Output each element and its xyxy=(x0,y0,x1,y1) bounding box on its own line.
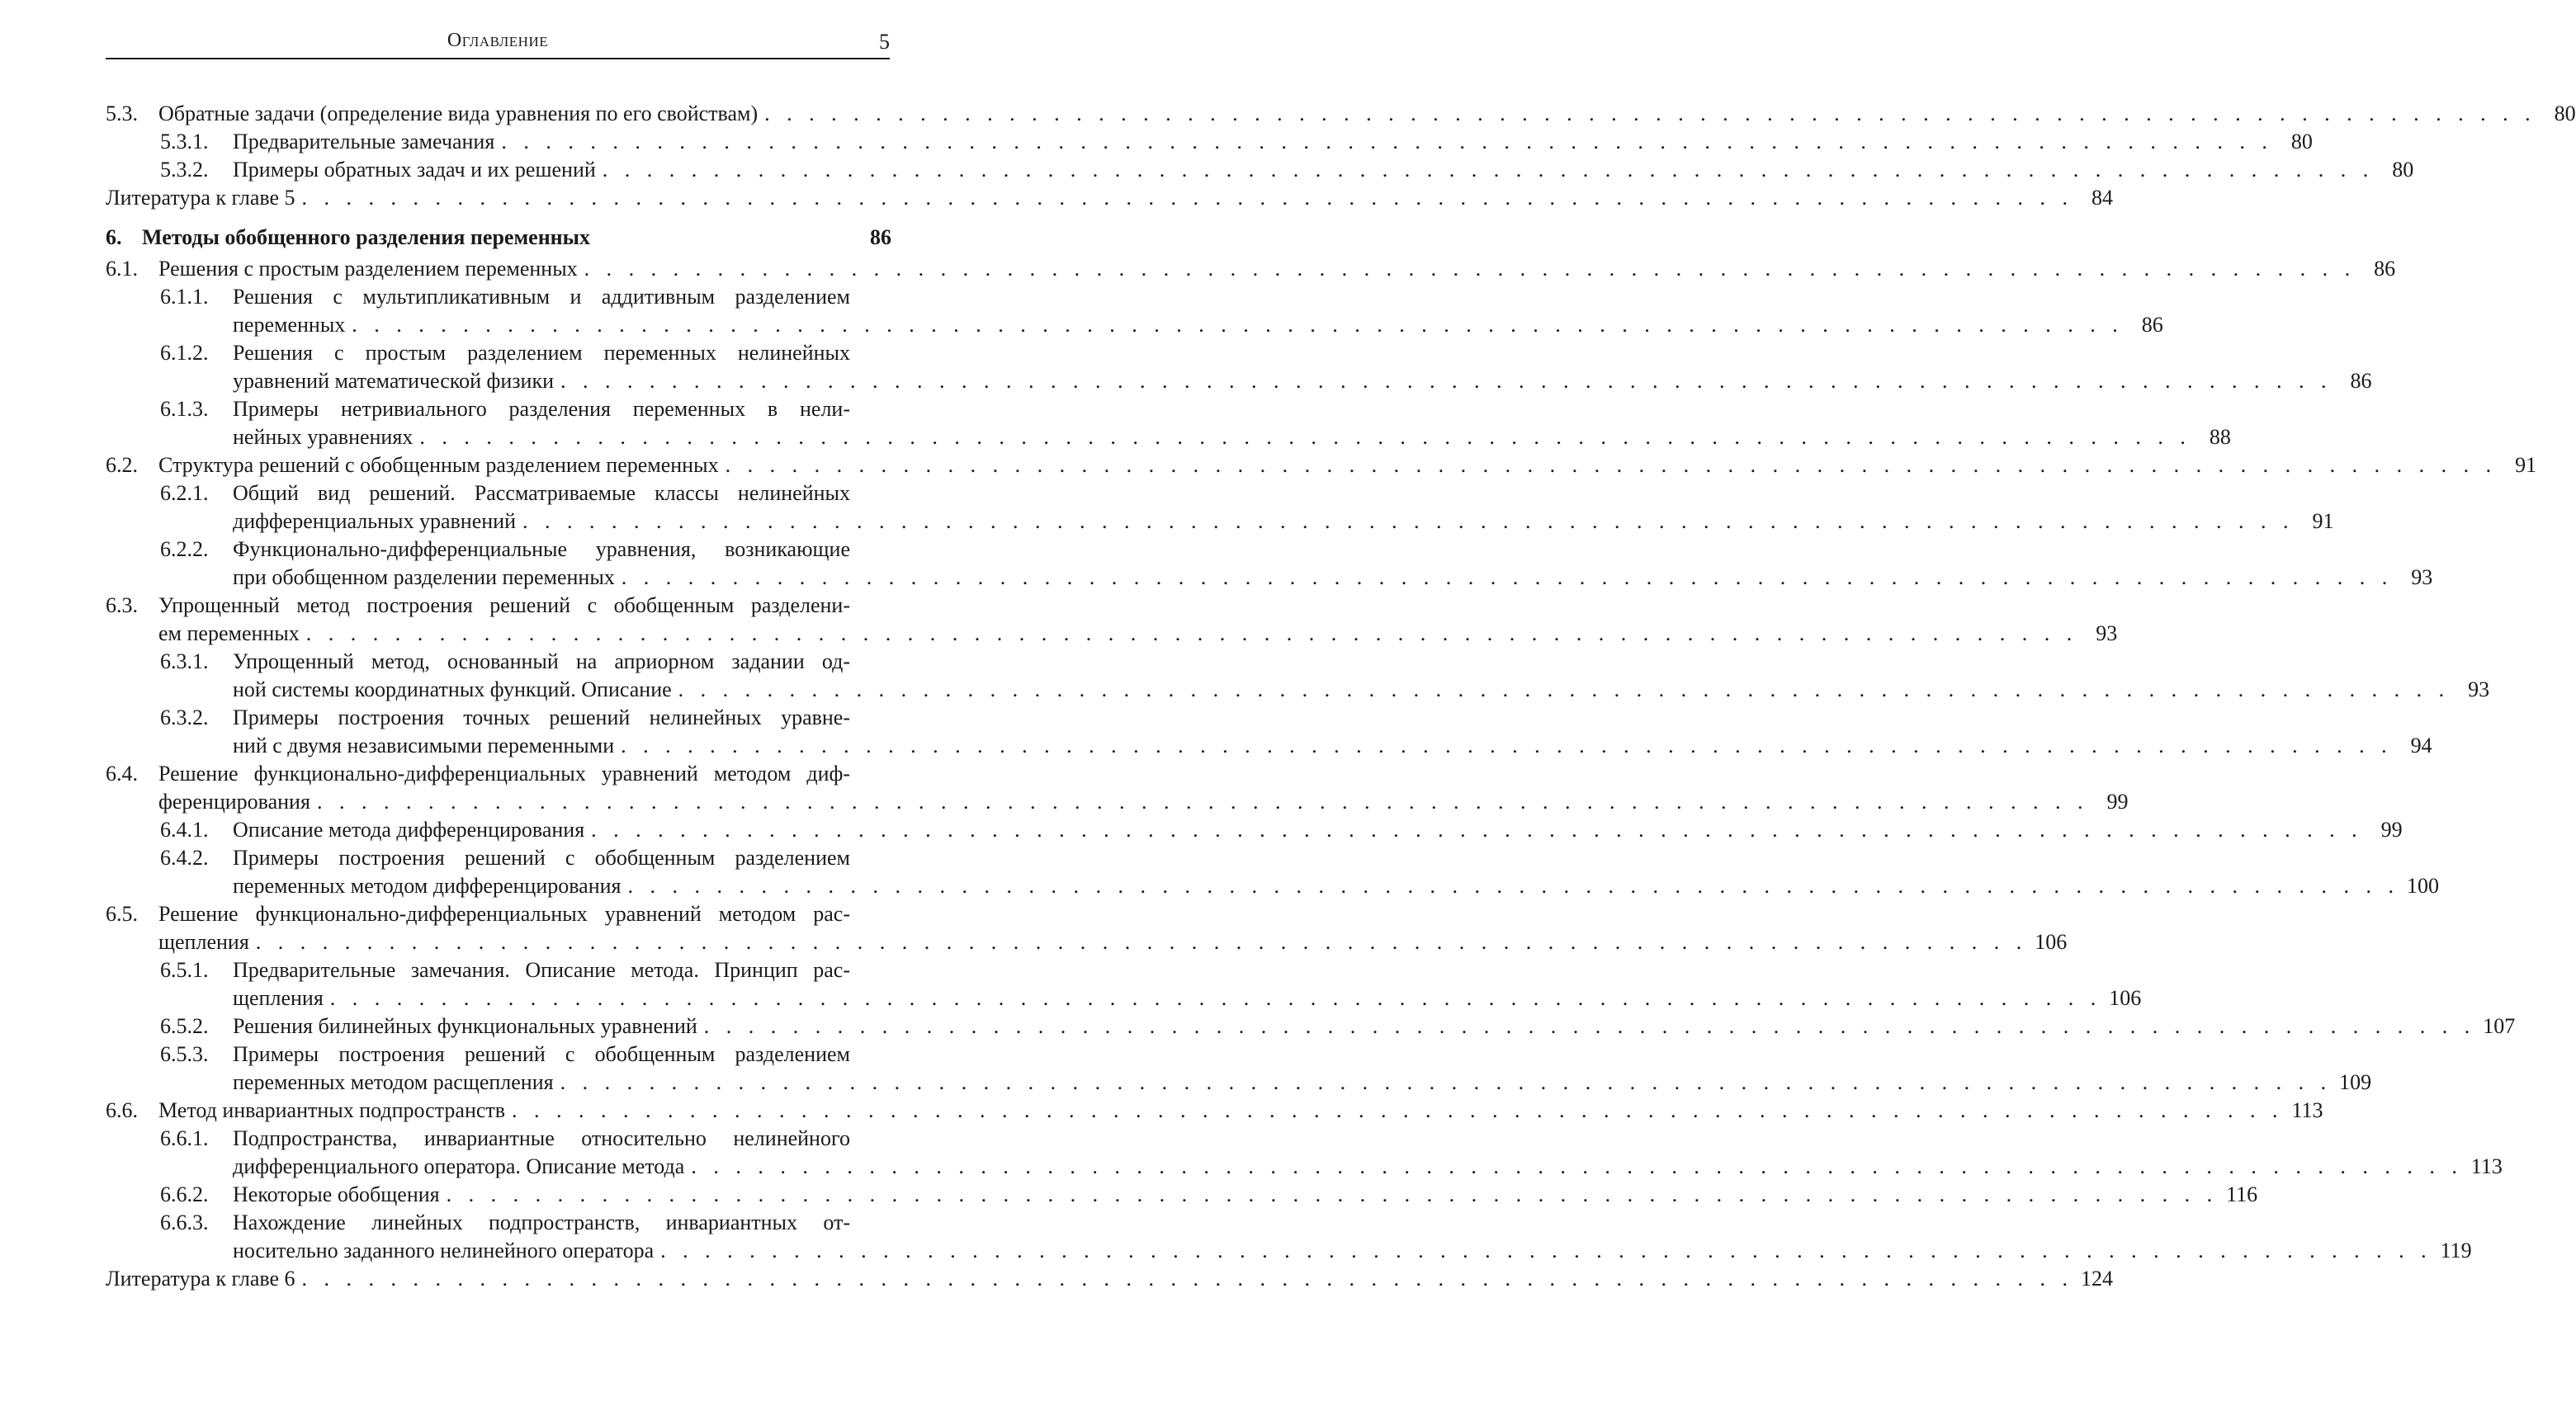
toc-entry[interactable] xyxy=(106,395,2231,451)
toc-entry-title-line: Литература к главе 6 xyxy=(106,1267,295,1291)
toc-entry-title-line: Структура решений с обобщенным разделением переменных xyxy=(158,453,719,477)
dot-leader: . . . . . . . . . . . . . . . . . . . . . . . . . . . . . . . . . . . . . . . . . . . . . . . . . . . . . . . . . . . . . . . . . . . . . . . . . . . . . . . . xyxy=(560,369,2333,393)
toc-entry-number: 6.1. xyxy=(106,257,138,281)
toc-entry[interactable] xyxy=(106,1265,2114,1293)
toc-entry[interactable] xyxy=(106,451,2537,479)
toc-entry[interactable] xyxy=(106,156,2414,184)
toc-entry[interactable] xyxy=(106,1181,2258,1209)
toc-entry-page: 91 xyxy=(2312,509,2334,533)
toc-entry-number: 6.2.2. xyxy=(160,537,209,561)
dot-leader: . . . . . . . . . . . . . . . . . . . . . . . . . . . . . . . . . . . . . . . . . . . . . . . . . . . . . . . . . . . . . . . . . . . . . . . . . . . . . . . . xyxy=(329,986,2102,1010)
toc-entry-number: 6.4.1. xyxy=(160,818,209,842)
toc-entry-page: 109 xyxy=(2339,1070,2372,1094)
toc-entry-title-line: Примеры нетривиального разделения переменных в нели- xyxy=(233,397,850,421)
toc-entry[interactable] xyxy=(106,816,2403,844)
toc-entry-number: 5.3. xyxy=(106,101,138,125)
toc-entry-title-line: Предварительные замечания. Описание метода. Принцип рас- xyxy=(233,958,850,982)
dot-leader: . . . . . . . . . . . . . . . . . . . . . . . . . . . . . . . . . . . . . . . . . . . . . . . . . . . . . . . . . . . . . . . . . . . . . . . . . . . . . . . . xyxy=(419,425,2191,449)
toc-entry-page: 107 xyxy=(2483,1014,2516,1038)
header-title: Оглавление xyxy=(447,30,549,51)
toc-entry-title-line: Примеры построения точных решений нелинейных уравне- xyxy=(233,706,850,729)
toc-entry-page: 86 xyxy=(2374,257,2396,281)
dot-leader: . . . . . . . . . . . . . . . . . . . . . . . . . . . . . . . . . . . . . . . . . . . . . . . . . . . . . . . . . . . . . . . . . . . . . . . . . . . . . . . . xyxy=(691,1154,2463,1178)
toc-entry[interactable] xyxy=(106,255,2396,283)
dot-leader: . . . . . . . . . . . . . . . . . . . . . . . . . . . . . . . . . . . . . . . . . . . . . . . . . . . . . . . . . . . . . . . . . . . . . . . . . . . . . . . . xyxy=(560,1070,2333,1094)
dot-leader: . . . . . . . . . . . . . . . . . . . . . . . . . . . . . . . . . . . . . . . . . . . . . . . . . . . . . . . . . . . . . . . . . . . . . . . . . . . . . . . . xyxy=(501,130,2273,153)
dot-leader: . . . . . . . . . . . . . . . . . . . . . . . . . . . . . . . . . . . . . . . . . . . . . . . . . . . . . . . . . . . . . . . . . . . . . . . . . . . . . . . . xyxy=(764,101,2536,125)
toc-entry-number: 6.3.2. xyxy=(160,706,209,729)
toc-entry[interactable] xyxy=(106,1125,2503,1181)
toc-entry[interactable] xyxy=(106,844,2440,900)
toc-entry-title-line: Подпространства, инвариантные относительно нелинейного xyxy=(233,1126,850,1150)
toc-entry-title-line: Упрощенный метод построения решений с обобщенным разделени- xyxy=(158,593,850,617)
toc-entry-page: 86 xyxy=(2141,313,2163,337)
toc-entry[interactable] xyxy=(106,339,2372,395)
toc-entry-page: 93 xyxy=(2411,565,2433,589)
toc-entry[interactable] xyxy=(106,479,2334,536)
toc-entry-title-line: щепления xyxy=(233,986,324,1010)
toc-entry-title-line: Решения с мультипликативным и аддитивным разделением xyxy=(233,285,850,309)
toc-entry-page: 86 xyxy=(2350,369,2372,393)
dot-leader: . . . . . . . . . . . . . . . . . . . . . . . . . . . . . . . . . . . . . . . . . . . . . . . . . . . . . . . . . . . . . . . . . . . . . . . . . . . . . . . . xyxy=(602,158,2375,182)
toc-entry[interactable] xyxy=(106,1012,2516,1041)
table-of-contents xyxy=(106,100,2576,1293)
toc-entry-title-line: Функционально-дифференциальные уравнения, возникающие xyxy=(233,537,850,561)
toc-entry[interactable] xyxy=(106,1097,2323,1125)
dot-leader: . . . . . . . . . . . . . . . . . . . . . . . . . . . . . . . . . . . . . . . . . . . . . . . . . . . . . . . . . . . . . . . . . . . . . . . . . . . . . . . . xyxy=(301,1267,2074,1291)
toc-entry-number: 6.3. xyxy=(106,593,138,617)
toc-entry-number: 6.2.1. xyxy=(160,481,209,505)
toc-entry-title-line: Решения с простым разделением переменных xyxy=(158,257,578,281)
toc-entry-number: 6. xyxy=(106,225,122,249)
running-header xyxy=(106,25,890,59)
toc-entry-title-line: нейных уравнениях xyxy=(233,425,414,449)
toc-entry-number: 6.5.2. xyxy=(160,1014,209,1038)
toc-entry-page: 94 xyxy=(2410,734,2432,757)
dot-leader: . . . . . . . . . . . . . . . . . . . . . . . . . . . . . . . . . . . . . . . . . . . . . . . . . . . . . . . . . . . . . . . . . . . . . . . . . . . . . . . . xyxy=(725,453,2498,477)
toc-entry-title-line: Решение функционально-дифференциальных уравнений методом диф- xyxy=(158,762,850,786)
toc-entry-title-line: Общий вид решений. Рассматриваемые классы нелинейных xyxy=(233,481,850,505)
toc-entry-page: 84 xyxy=(2092,186,2114,210)
toc-entry-title-line: переменных xyxy=(233,313,346,337)
toc-entry-number: 6.1.1. xyxy=(160,285,209,309)
toc-entry-number: 6.5. xyxy=(106,902,138,926)
toc-entry-title-line: дифференциальных уравнений xyxy=(233,509,517,533)
toc-entry[interactable] xyxy=(106,760,2129,816)
toc-entry[interactable] xyxy=(106,1209,2472,1265)
toc-entry-title-line: Предварительные замечания xyxy=(233,130,495,153)
toc-entry[interactable] xyxy=(106,128,2313,156)
toc-entry-title-line: щепления xyxy=(158,930,249,954)
toc-entry-page: 99 xyxy=(2106,790,2129,814)
dot-leader: . . . . . . . . . . . . . . . . . . . . . . . . . . . . . . . . . . . . . . . . . . . . . . . . . . . . . . . . . . . . . . . . . . . . . . . . . . . . . . . . xyxy=(678,677,2451,701)
dot-leader: . . . . . . . . . . . . . . . . . . . . . . . . . . . . . . . . . . . . . . . . . . . . . . . . . . . . . . . . . . . . . . . . . . . . . . . . . . . . . . . . xyxy=(352,313,2124,337)
toc-entry[interactable] xyxy=(106,592,2118,648)
toc-entry-page: 86 xyxy=(870,225,891,249)
toc-entry-page: 106 xyxy=(2035,930,2068,954)
toc-entry-page: 124 xyxy=(2081,1267,2114,1291)
toc-entry-page: 119 xyxy=(2440,1239,2472,1262)
toc-entry-page: 116 xyxy=(2226,1182,2258,1206)
dot-leader: . . . . . . . . . . . . . . . . . . . . . . . . . . . . . . . . . . . . . . . . . . . . . . . . . . . . . . . . . . . . . . . . . . . . . . . . . . . . . . . . xyxy=(522,509,2295,533)
dot-leader: . . . . . . . . . . . . . . . . . . . . . . . . . . . . . . . . . . . . . . . . . . . . . . . . . . . . . . . . . . . . . . . . . . . . . . . . . . . . . . . . xyxy=(660,1239,2432,1262)
toc-entry-title-line: Обратные задачи (определение вида уравнения по его свойствам) xyxy=(158,101,759,125)
toc-entry-page: 113 xyxy=(2470,1154,2503,1178)
toc-entry-page: 93 xyxy=(2468,677,2490,701)
toc-entry-number: 6.3.1. xyxy=(160,649,209,673)
toc-entry-title-line: носительно заданного нелинейного оператора xyxy=(233,1239,655,1262)
dot-leader: . . . . . . . . . . . . . . . . . . . . . . . . . . . . . . . . . . . . . . . . . . . . . . . . . . . . . . . . . . . . . . . . . . . . . . . . . . . . . . . . xyxy=(446,1182,2219,1206)
toc-entry-title-line: Некоторые обобщения xyxy=(233,1182,440,1206)
dot-leader: . . . . . . . . . . . . . . . . . . . . . . . . . . . . . . . . . . . . . . . . . . . . . . . . . . . . . . . . . . . . . . . . . . . . . . . . . . . . . . . . xyxy=(305,621,2078,645)
toc-entry-title-line: Примеры обратных задач и их решений xyxy=(233,158,596,182)
toc-entry-title-line: Нахождение линейных подпространств, инвариантных от- xyxy=(233,1210,850,1234)
toc-entry-title-line: переменных методом расщепления xyxy=(233,1070,554,1094)
toc-entry-title-line: ем переменных xyxy=(158,621,300,645)
toc-entry-title-line: при обобщенном разделении переменных xyxy=(233,565,615,589)
dot-leader: . . . . . . . . . . . . . . . . . . . . . . . . . . . . . . . . . . . . . . . . . . . . . . . . . . . . . . . . . . . . . . . . . . . . . . . . . . . . . . . . xyxy=(584,257,2356,281)
toc-entry[interactable] xyxy=(106,100,2576,128)
toc-entry-page: 80 xyxy=(2392,158,2414,182)
toc-entry[interactable] xyxy=(106,648,2490,704)
toc-entry-number: 6.6.2. xyxy=(160,1182,209,1206)
dot-leader: . . . . . . . . . . . . . . . . . . . . . . . . . . . . . . . . . . . . . . . . . . . . . . . . . . . . . . . . . . . . . . . . . . . . . . . . . . . . . . . . xyxy=(255,930,2028,954)
dot-leader: . . . . . . . . . . . . . . . . . . . . . . . . . . . . . . . . . . . . . . . . . . . . . . . . . . . . . . . . . . . . . . . . . . . . . . . . . . . . . . . . xyxy=(703,1014,2476,1038)
toc-entry-number: 6.4. xyxy=(106,762,138,786)
toc-entry-number: 6.1.3. xyxy=(160,397,209,421)
dot-leader: . . . . . . . . . . . . . . . . . . . . . . . . . . . . . . . . . . . . . . . . . . . . . . . . . . . . . . . . . . . . . . . . . . . . . . . . . . . . . . . . xyxy=(627,874,2400,898)
toc-entry-number: 6.6. xyxy=(106,1098,138,1122)
toc-entry-number: 6.4.2. xyxy=(160,846,209,870)
toc-entry-title-line: Примеры построения решений с обобщенным разделением xyxy=(233,1042,850,1066)
toc-entry[interactable] xyxy=(106,704,2432,760)
toc-entry-title-line: ной системы координатных функций. Описание xyxy=(233,677,672,701)
toc-entry-page: 80 xyxy=(2554,101,2576,125)
toc-entry-page: 99 xyxy=(2380,818,2403,842)
toc-entry-title-line: Метод инвариантных подпространств xyxy=(158,1098,506,1122)
toc-entry-title-line: Методы обобщенного разделения переменных xyxy=(142,225,590,249)
toc-entry-title-line: Описание метода дифференцирования xyxy=(233,818,585,842)
toc-entry-title-line: уравнений математической физики xyxy=(233,369,554,393)
toc-entry-page: 106 xyxy=(2109,986,2142,1010)
toc-entry[interactable] xyxy=(106,536,2433,592)
toc-entry-number: 6.5.3. xyxy=(160,1042,209,1066)
toc-entry-number: 5.3.2. xyxy=(160,158,209,182)
toc-entry-page: 88 xyxy=(2209,425,2231,449)
toc-entry-page: 113 xyxy=(2291,1098,2323,1122)
toc-entry-number: 6.2. xyxy=(106,453,138,477)
toc-entry-title-line: Примеры построения решений с обобщенным разделением xyxy=(233,846,850,870)
toc-entry-title-line: ний с двумя независимыми переменными xyxy=(233,734,615,757)
toc-entry-title-line: Решение функционально-дифференциальных уравнений методом рас- xyxy=(158,902,850,926)
dot-leader: . . . . . . . . . . . . . . . . . . . . . . . . . . . . . . . . . . . . . . . . . . . . . . . . . . . . . . . . . . . . . . . . . . . . . . . . . . . . . . . . xyxy=(621,734,2393,757)
toc-entry-page: 93 xyxy=(2096,621,2118,645)
dot-leader: . . . . . . . . . . . . . . . . . . . . . . . . . . . . . . . . . . . . . . . . . . . . . . . . . . . . . . . . . . . . . . . . . . . . . . . . . . . . . . . . xyxy=(512,1098,2284,1122)
header-page-number: 5 xyxy=(879,30,890,54)
toc-entry-title-line: Литература к главе 5 xyxy=(106,186,295,210)
toc-entry-number: 5.3.1. xyxy=(160,130,209,153)
toc-entry[interactable] xyxy=(106,184,2114,212)
toc-entry-number: 6.1.2. xyxy=(160,341,209,365)
toc-entry-number: 6.5.1. xyxy=(160,958,209,982)
toc-entry-title-line: ференцирования xyxy=(158,790,310,814)
toc-entry[interactable] xyxy=(106,1041,2372,1097)
toc-entry-title-line: переменных методом дифференцирования xyxy=(233,874,622,898)
toc-entry[interactable] xyxy=(106,956,2142,1012)
toc-entry-title-line: дифференциального оператора. Описание метода xyxy=(233,1154,685,1178)
toc-entry-title-line: Решения с простым разделением переменных нелинейных xyxy=(233,341,850,365)
toc-entry-page: 100 xyxy=(2407,874,2440,898)
dot-leader: . . . . . . . . . . . . . . . . . . . . . . . . . . . . . . . . . . . . . . . . . . . . . . . . . . . . . . . . . . . . . . . . . . . . . . . . . . . . . . . . xyxy=(316,790,2089,814)
toc-entry-page: 80 xyxy=(2290,130,2313,153)
toc-entry-page: 91 xyxy=(2515,453,2537,477)
toc-entry-title-line: Решения билинейных функциональных уравнений xyxy=(233,1014,697,1038)
toc-entry-title-line: Упрощенный метод, основанный на априорном задании од- xyxy=(233,649,850,673)
dot-leader: . . . . . . . . . . . . . . . . . . . . . . . . . . . . . . . . . . . . . . . . . . . . . . . . . . . . . . . . . . . . . . . . . . . . . . . . . . . . . . . . xyxy=(591,818,2363,842)
toc-entry[interactable] xyxy=(106,283,2163,339)
toc-entry[interactable] xyxy=(106,224,891,252)
toc-entry-number: 6.6.1. xyxy=(160,1126,209,1150)
dot-leader: . . . . . . . . . . . . . . . . . . . . . . . . . . . . . . . . . . . . . . . . . . . . . . . . . . . . . . . . . . . . . . . . . . . . . . . . . . . . . . . . xyxy=(301,186,2074,210)
toc-entry[interactable] xyxy=(106,900,2068,956)
toc-entry-number: 6.6.3. xyxy=(160,1210,209,1234)
dot-leader: . . . . . . . . . . . . . . . . . . . . . . . . . . . . . . . . . . . . . . . . . . . . . . . . . . . . . . . . . . . . . . . . . . . . . . . . . . . . . . . . xyxy=(621,565,2394,589)
